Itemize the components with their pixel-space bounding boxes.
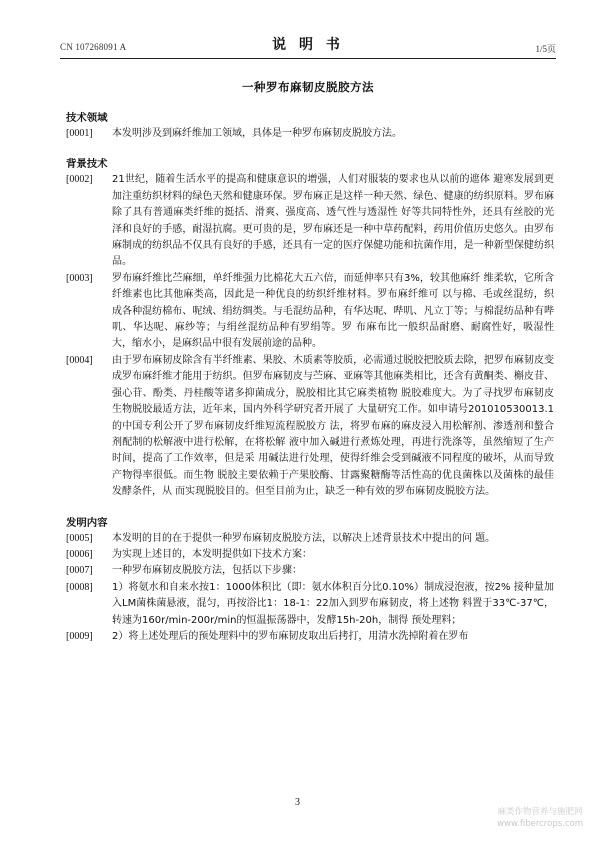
site-watermark [497, 806, 583, 830]
paragraph-number: [0003] [66, 272, 93, 284]
paragraph-text: 一种罗布麻韧皮脱胶方法，包括以下步骤： [112, 565, 302, 577]
paragraph-0006 [66, 547, 554, 563]
paragraph-text: 本发明的目的在于提供一种罗布麻韧皮脱胶方法，以解决上述背景技术中提出的问 题。 [112, 532, 496, 544]
paragraph-0003 [66, 271, 554, 353]
document-body [66, 110, 554, 645]
watermark-title: 麻类作物营养与施肥网 [497, 807, 583, 817]
paragraph-0008 [66, 580, 554, 629]
section-heading-background: 背景技术 [66, 158, 108, 171]
paragraph-text: 本发明涉及到麻纤维加工领域，具体是一种罗布麻韧皮脱胶方法。 [112, 128, 402, 139]
paragraph-number: [0009] [66, 630, 93, 642]
paragraph-text: 由于罗布麻韧皮除含有半纤维素、果胶、木质素等胶质，必需通过脱胶把胶质去除，把罗布麻韧皮变成罗布麻纤维才能用于纺织。但罗布麻韧皮与苎麻、亚麻等其他麻类相比，还含有黄酮类、槲皮苷、强心苷、酚类、丹桂酸等诸多抑菌成分，脱胶相比其它麻类植物 脱胶难度大。为了寻找罗布麻韧皮生物脱胶最适方法，近年来，国内外科学研究者开展了 大量研究工作。如申请号201010530013.1的中国专利公开了罗布麻韧皮纤维短流程脱胶方 法，将罗布麻的麻皮浸入用松解剂、渗透剂和螯合剂配制的松解液中进行松解，在将松解 液中加入碱进行煮炼处理，再进行洗涤等，虽然缩短了生产时间，提高了工作效率，但是采 用碱法进行处理，使得纤维会受到碱液不同程度的破坏，从而导致产物得率很低。而生物 脱胶主要依赖于产果胶酶、甘露聚糖酶等活性高的优良菌株以及菌株的最佳发酵条件，从 而实现脱胶目的。但至目前为止，缺乏一种有效的罗布麻韧皮脱胶方法。 [112, 354, 554, 498]
paragraph-text: 为实现上述目的，本发明提供如下技术方案： [112, 548, 312, 560]
paragraph-number: [0006] [66, 548, 93, 560]
watermark-url: www.fibercrops.com [497, 819, 583, 829]
page-header [60, 0, 556, 56]
paragraph-number: [0005] [66, 532, 93, 544]
paragraph-number: [0002] [66, 174, 93, 186]
paragraph-text: 罗布麻纤维比苎麻细，单纤维强力比棉花大五六倍，而延伸率只有3%，较其他麻纤 维柔软，它所含纤维素也比其他麻类高，因此是一种优良的纺织纤维材料。罗布麻纤维可 以与棉、毛或丝混纺，织成各种混纺棉布、呢绒、绢纺绸类。与毛混纺品种，有华达呢、哔叽、凡立丁等；与棉混纺品种有哔叽、华达呢、麻纱等；与绢丝混纺品种有罗绢等。罗 布麻布比一般织品耐磨、耐腐性好，吸湿性大，缩水小，是麻织品中很有发展前途的品种。 [112, 272, 554, 350]
paragraph-text: 2）将上述处理后的预处理料中的罗布麻韧皮取出后拷打，用清水洗掉附着在罗布 [112, 630, 469, 642]
paragraph-0007 [66, 563, 554, 579]
paragraph-0004 [66, 353, 554, 501]
document-title: 一种罗布麻韧皮脱胶方法 [242, 80, 374, 94]
paragraph-text: 21世纪，随着生活水平的提高和健康意识的增强，人们对服装的要求也从以前的遮体 避寒发展到更加注重纺织材料的绿色天然和健康环保。罗布麻正是这样一种天然、绿色、健康的纺织原料。罗布麻除了具有普通麻类纤维的挺括、滑爽、强度高、透气性与透湿性 好等共同特性外，还具有丝胶的光泽和良好的手感，耐湿抗腐。更可贵的是，罗布麻还是一种中草药配料，药用价值历史悠久。由罗布麻制成的纺织品不仅具有良好的手感，还具有一定的医疗保健功能和抗菌作用，是一种新型保健纺织品。 [112, 174, 554, 268]
section-heading-invention-content: 发明内容 [66, 516, 108, 529]
paragraph-number: [0004] [66, 354, 93, 366]
paragraph-0001 [66, 126, 554, 142]
paragraph-0005 [66, 531, 554, 547]
header-divider [60, 58, 556, 59]
paragraph-0009 [66, 629, 554, 645]
section-heading-technical-field: 技术领域 [66, 112, 108, 124]
paragraph-number: [0007] [66, 565, 93, 577]
paragraph-0002 [66, 172, 554, 270]
paragraph-number: [0001] [66, 128, 93, 139]
patent-number: CN 107268091 A [60, 42, 127, 52]
paragraph-text: 1）将氨水和自来水按1：1000体积比（即：氨水体积百分比0.10%）制成浸泡液，按2% 接种量加入LM菌株菌悬液，混匀，再按浴比1：18-1：22加入到罗布麻韧皮，将上述物 料置于33℃-37℃，转速为160r/min-200r/min的恒温振荡器中，发酵15h-20h，制得 预处理料； [112, 581, 554, 626]
paragraph-number: [0008] [66, 581, 93, 593]
document-type: 说 明 书 [272, 37, 344, 53]
page-number: 3 [295, 797, 300, 808]
page-indicator: 1/5页 [535, 44, 556, 54]
